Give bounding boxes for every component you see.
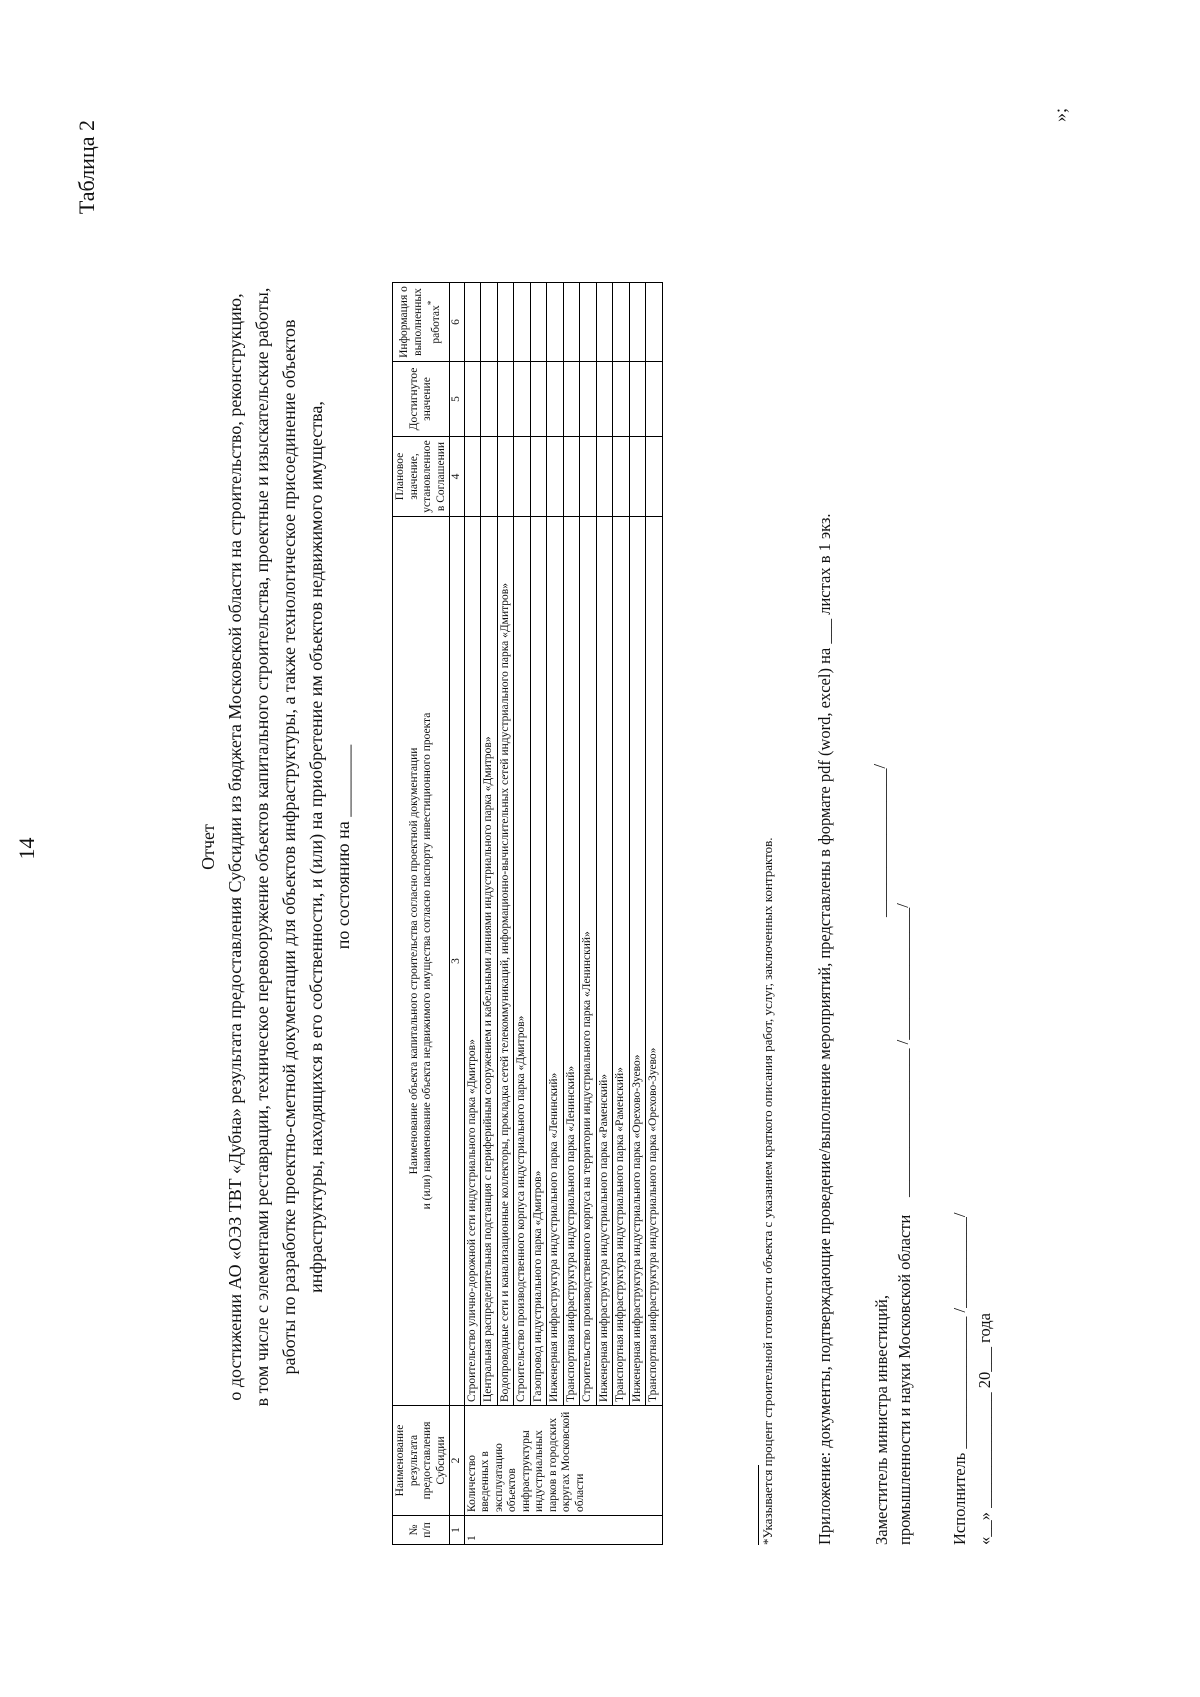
header-work-info-footnote-mark: *: [426, 300, 438, 306]
achieved-value-cell: [629, 362, 646, 437]
column-number: 2: [450, 1406, 465, 1516]
header-work-info-text: Информация о выполненных работах: [398, 286, 443, 358]
object-cell: Строительство производственного корпуса индустриального парка «Дмитров»: [514, 517, 531, 1406]
object-cell: Строительство производственного корпуса на территории индустриального парка «Ленинский»: [580, 517, 597, 1406]
table-row: [563, 283, 580, 1545]
report-title-line-4: инфраструктуры, находящихся в его собственности, и (или) на приобретение им объектов недвижимого имущества,: [306, 401, 326, 1293]
achieved-value-cell: [580, 362, 597, 437]
work-info-cell: [563, 283, 580, 362]
signer-signature-line: __________________ /________________/: [893, 903, 912, 1197]
object-cell: Инженерная инфраструктура индустриального парка «Ленинский»: [547, 517, 564, 1406]
signer-signature-line-upper: __________________/: [870, 763, 889, 917]
object-cell: Инженерная инфраструктура индустриального парка «Раменский»: [596, 517, 613, 1406]
achieved-value-cell: [563, 362, 580, 437]
table-row: [547, 283, 564, 1545]
object-cell: Инженерная инфраструктура индустриального парка «Орехово-Зуево»: [629, 517, 646, 1406]
result-name-cell: Количество введенных в эксплуатацию объектов инфраструктуры индустриальных парков в городских округах Московской области: [464, 1406, 662, 1516]
closing-mark: »;: [1050, 107, 1070, 122]
header-work-info: [393, 283, 450, 362]
planned-value-cell: [497, 437, 514, 517]
work-info-cell: [547, 283, 564, 362]
header-achieved-value: Достигнутое значение: [393, 362, 450, 437]
table-row: [464, 283, 481, 1545]
work-info-cell: [646, 283, 663, 362]
footnote-divider: [758, 1465, 759, 1545]
object-cell: Центральная распределительная подстанция с периферийным сооружением и кабельными линиями индустриального парка «Дмитров»: [481, 517, 498, 1406]
header-object-name-line-2: и (или) наименование объекта недвижимого имущества согласно паспорту инвестиционного проекта: [421, 712, 433, 1210]
table-row: [629, 283, 646, 1545]
object-cell: Транспортная инфраструктура индустриального парка «Орехово-Зуево»: [646, 517, 663, 1406]
table-row: [580, 283, 597, 1545]
planned-value-cell: [514, 437, 531, 517]
signer-title-line-2: промышленности и науки Московской области: [895, 1214, 914, 1545]
table-row: [530, 283, 547, 1545]
planned-value-cell: [563, 437, 580, 517]
report-title: Отчет: [198, 824, 218, 870]
achieved-value-cell: [514, 362, 531, 437]
table-row: [514, 283, 531, 1545]
header-result-name: Наименование результата предоставления Субсидии: [393, 1406, 450, 1516]
achieved-value-cell: [596, 362, 613, 437]
signer-title-line-1: Заместитель министра инвестиций,: [872, 1295, 891, 1545]
object-cell: Водопроводные сети и канализационные коллекторы, прокладка сетей телекоммуникаций, информационно-вычислительных сетей индустриального парка «Дмитров»: [497, 517, 514, 1406]
planned-value-cell: [530, 437, 547, 517]
report-title-line-5: по состоянию на ________: [333, 744, 353, 950]
column-number: 1: [450, 1516, 465, 1545]
achieved-value-cell: [646, 362, 663, 437]
work-info-cell: [497, 283, 514, 362]
achieved-value-cell: [497, 362, 514, 437]
table-row: [596, 283, 613, 1545]
object-cell: Газопровод индустриального парка «Дмитров»: [530, 517, 547, 1406]
work-info-cell: [514, 283, 531, 362]
appendix-note: Приложение: документы, подтверждающие проведение/выполнение мероприятий, представлены в формате pdf (word, excel) на ___ листах в 1 экз.: [815, 513, 834, 1545]
header-planned-value: Плановое значение, установленное в Соглашении: [393, 437, 450, 517]
planned-value-cell: [464, 437, 481, 517]
table-label: Таблица 2: [74, 120, 99, 215]
header-object-name-line-1: Наименование объекта капитального строительства согласно проектной документации: [407, 747, 420, 1175]
achieved-value-cell: [464, 362, 481, 437]
planned-value-cell: [613, 437, 630, 517]
row-number: 1: [464, 1516, 662, 1545]
work-info-cell: [613, 283, 630, 362]
table-row: [646, 283, 663, 1545]
achieved-value-cell: [481, 362, 498, 437]
planned-value-cell: [646, 437, 663, 517]
work-info-cell: [596, 283, 613, 362]
executor-line: Исполнитель ________________ /___________/: [950, 1212, 969, 1545]
planned-value-cell: [547, 437, 564, 517]
column-number: 6: [450, 283, 465, 362]
work-info-cell: [464, 283, 481, 362]
table-header-row: [393, 283, 450, 1545]
report-title-line-3: работы по разработке проектно-сметной документации для объектов инфраструктуры, а также технологическое присоединение объектов: [279, 319, 299, 1375]
achieved-value-cell: [530, 362, 547, 437]
achieved-value-cell: [613, 362, 630, 437]
header-number: № п/п: [393, 1516, 450, 1545]
planned-value-cell: [481, 437, 498, 517]
signer-title: [870, 1215, 916, 1545]
planned-value-cell: [580, 437, 597, 517]
object-cell: Транспортная инфраструктура индустриального парка «Ленинский»: [563, 517, 580, 1406]
header-object-name: [393, 517, 450, 1406]
table-row: [613, 283, 630, 1545]
planned-value-cell: [596, 437, 613, 517]
report-title-line-1: о достижении АО «ОЭЗ ТВТ «Дубна» результата предоставления Субсидии из бюджета Московской области на строительство, реконструкцию,: [225, 293, 245, 1401]
work-info-cell: [530, 283, 547, 362]
work-info-cell: [580, 283, 597, 362]
object-cell: Строительство улично-дорожной сети индустриального парка «Дмитров»: [464, 517, 481, 1406]
table-row: [481, 283, 498, 1545]
object-cell: Транспортная инфраструктура индустриального парка «Раменский»: [613, 517, 630, 1406]
work-info-cell: [629, 283, 646, 362]
column-number: 3: [450, 517, 465, 1406]
column-number-row: [450, 283, 465, 1545]
column-number: 4: [450, 437, 465, 517]
report-header: [195, 177, 357, 1517]
planned-value-cell: [629, 437, 646, 517]
page-number: 14: [14, 837, 39, 860]
work-info-cell: [481, 283, 498, 362]
column-number: 5: [450, 362, 465, 437]
date-line: «__» ______________ 20___ года: [975, 1313, 994, 1545]
report-title-line-2: в том числе с элементами реставрации, техническое перевооружение объектов капитального строительства, проектные и изыскательские работы,: [252, 287, 272, 1407]
report-table: [392, 282, 663, 1545]
table-row: [497, 283, 514, 1545]
achieved-value-cell: [547, 362, 564, 437]
footnote: *Указывается процент строительной готовности объекта с указанием краткого описания работ, услуг, заключенных контрактов.: [760, 837, 775, 1545]
